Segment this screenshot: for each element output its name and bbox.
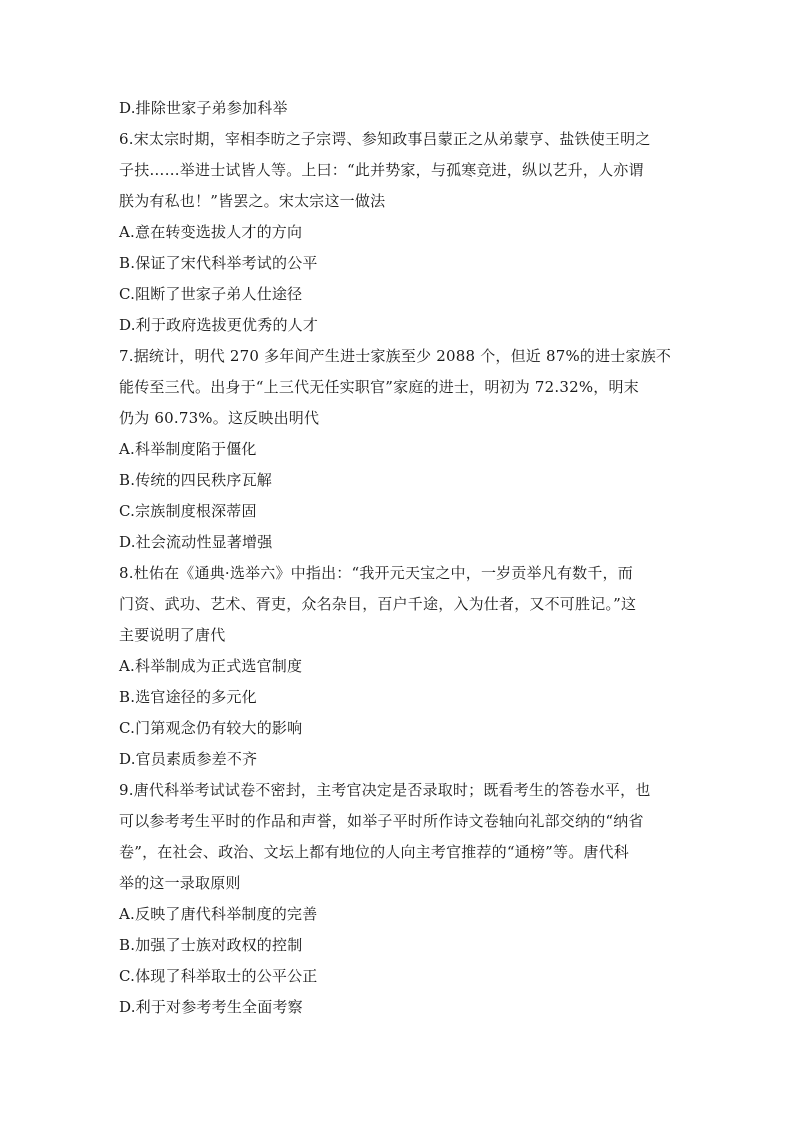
question-7-option-b: B.传统的四民秩序瓦解: [119, 471, 272, 489]
question-6-option-b: B.保证了宋代科举考试的公平: [119, 254, 318, 272]
question-8-stem-line-2: 门资、武功、艺术、胥吏，众名杂目，百户千途，入为仕者，又不可胜记。”这: [119, 595, 637, 613]
question-6-option-c: C.阻断了世家子弟人仕途径: [119, 285, 303, 303]
question-9-stem-line-1: 9.唐代科举考试试卷不密封，主考官决定是否录取时；既看考生的答卷水平，也: [119, 781, 651, 799]
question-9-option-a: A.反映了唐代科举制度的完善: [119, 905, 318, 923]
question-8-stem-line-1: 8.杜佑在《通典·选举六》中指出：“我开元天宝之中，一岁贡举凡有数千，而: [119, 564, 633, 582]
question-9-option-b: B.加强了士族对政权的控制: [119, 936, 303, 954]
question-7-stem-line-3: 仍为 60.73%。这反映出明代: [119, 409, 320, 427]
question-8-option-a: A.科举制成为正式选官制度: [119, 657, 303, 675]
question-7-option-a: A.科举制度陷于僵化: [119, 440, 257, 458]
question-9-stem-line-4: 举的这一录取原则: [119, 874, 241, 892]
question-9-option-d: D.利于对参考考生全面考察: [119, 998, 303, 1016]
question-8-stem-line-3: 主要说明了唐代: [119, 626, 226, 644]
question-6-stem-line-1: 6.宋太宗时期，宰相李昉之子宗谔、参知政事吕蒙正之从弟蒙亨、盐铁使王明之: [119, 130, 651, 148]
question-7-stem-line-2: 能传至三代。出身于“上三代无任实职官”家庭的进士，明初为 72.32%，明末: [119, 378, 639, 396]
document-page: [119, 93, 679, 1023]
option-d-q5: D.排除世家子弟参加科举: [119, 99, 288, 117]
question-6-option-d: D.利于政府选拔更优秀的人才: [119, 316, 319, 334]
question-8-option-d: D.官员素质参差不齐: [119, 750, 258, 768]
question-8-option-c: C.门第观念仍有较大的影响: [119, 719, 303, 737]
question-9-option-c: C.体现了科举取士的公平公正: [119, 967, 318, 985]
question-7-option-c: C.宗族制度根深蒂固: [119, 502, 257, 520]
question-6-stem-line-3: 朕为有私也！”皆罢之。宋太宗这一做法: [119, 192, 386, 210]
question-7-stem-line-1: 7.据统计，明代 270 多年间产生进士家族至少 2088 个，但近 87%的进士家族不: [119, 347, 672, 365]
question-9-stem-line-2: 可以参考考生平时的作品和声誉，如举子平时所作诗文卷轴向礼部交纳的“纳省: [119, 812, 644, 830]
question-6-stem-line-2: 子扶……举进士试皆人等。上曰：“此并势家，与孤寒竞进，纵以艺升，人亦谓: [119, 161, 644, 179]
question-7-option-d: D.社会流动性显著增强: [119, 533, 273, 551]
question-8-option-b: B.选官途径的多元化: [119, 688, 257, 706]
question-9-stem-line-3: 卷”，在社会、政治、文坛上都有地位的人向主考官推荐的“通榜”等。唐代科: [119, 843, 630, 861]
question-6-option-a: A.意在转变选拔人才的方向: [119, 223, 303, 241]
